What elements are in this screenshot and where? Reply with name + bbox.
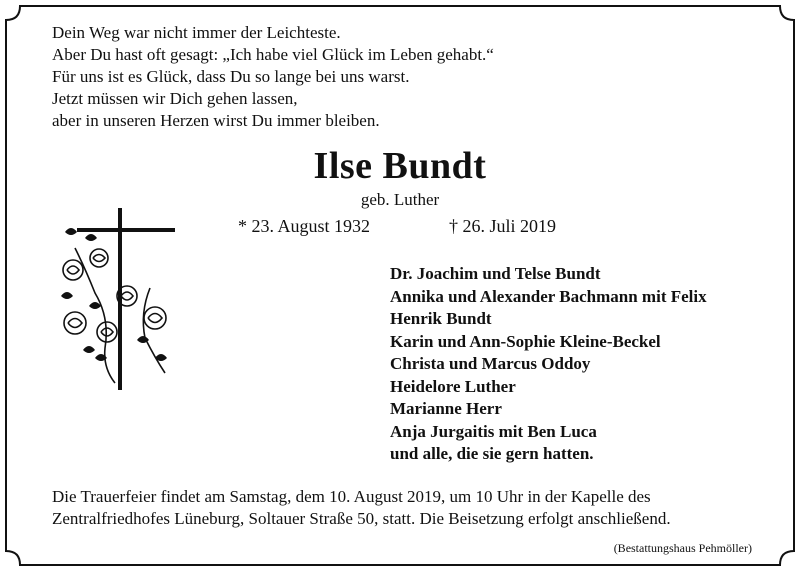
mourner: und alle, die sie gern hatten. — [390, 444, 594, 463]
mourner: Anja Jurgaitis mit Ben Luca — [390, 421, 597, 441]
deceased-name: Ilse Bundt — [313, 145, 487, 187]
mourner: Henrik Bundt — [390, 309, 492, 328]
poem-line: Jetzt müssen wir Dich gehen lassen, — [52, 89, 298, 108]
mourner: Annika und Alexander Bachmann mit Felix — [390, 286, 707, 306]
funeral-notice — [52, 486, 671, 530]
poem — [52, 22, 494, 132]
poem-line: Für uns ist es Glück, dass Du so lange bei uns warst. — [52, 67, 410, 86]
poem-line: aber in unseren Herzen wirst Du immer bleiben. — [52, 111, 380, 130]
notice-line: Zentralfriedhofes Lüneburg, Soltauer Straße 50, statt. Die Beisetzung erfolgt anschließend. — [52, 509, 671, 528]
notice-line: Die Trauerfeier findet am Samstag, dem 10. August 2019, um 10 Uhr in der Kapelle des — [52, 487, 651, 506]
cross-with-roses-icon — [55, 208, 175, 393]
mourner: Heidelore Luther — [390, 376, 516, 396]
poem-line: Dein Weg war nicht immer der Leichteste. — [52, 23, 341, 42]
funeral-home-credit: (Bestattungshaus Pehmöller) — [613, 541, 752, 555]
mourner: Karin und Ann-Sophie Kleine-Beckel — [390, 331, 661, 351]
mourner: Marianne Herr — [390, 399, 502, 418]
mourner: Christa und Marcus Oddoy — [390, 354, 591, 373]
mourners-list — [390, 263, 707, 466]
maiden-name: geb. Luther — [360, 190, 440, 209]
poem-line: Aber Du hast oft gesagt: „Ich habe viel Glück im Leben gehabt.“ — [52, 45, 494, 64]
birth-date: * 23. August 1932 — [238, 216, 371, 236]
mourner: Dr. Joachim und Telse Bundt — [390, 264, 601, 283]
death-date: † 26. Juli 2019 — [449, 216, 557, 236]
